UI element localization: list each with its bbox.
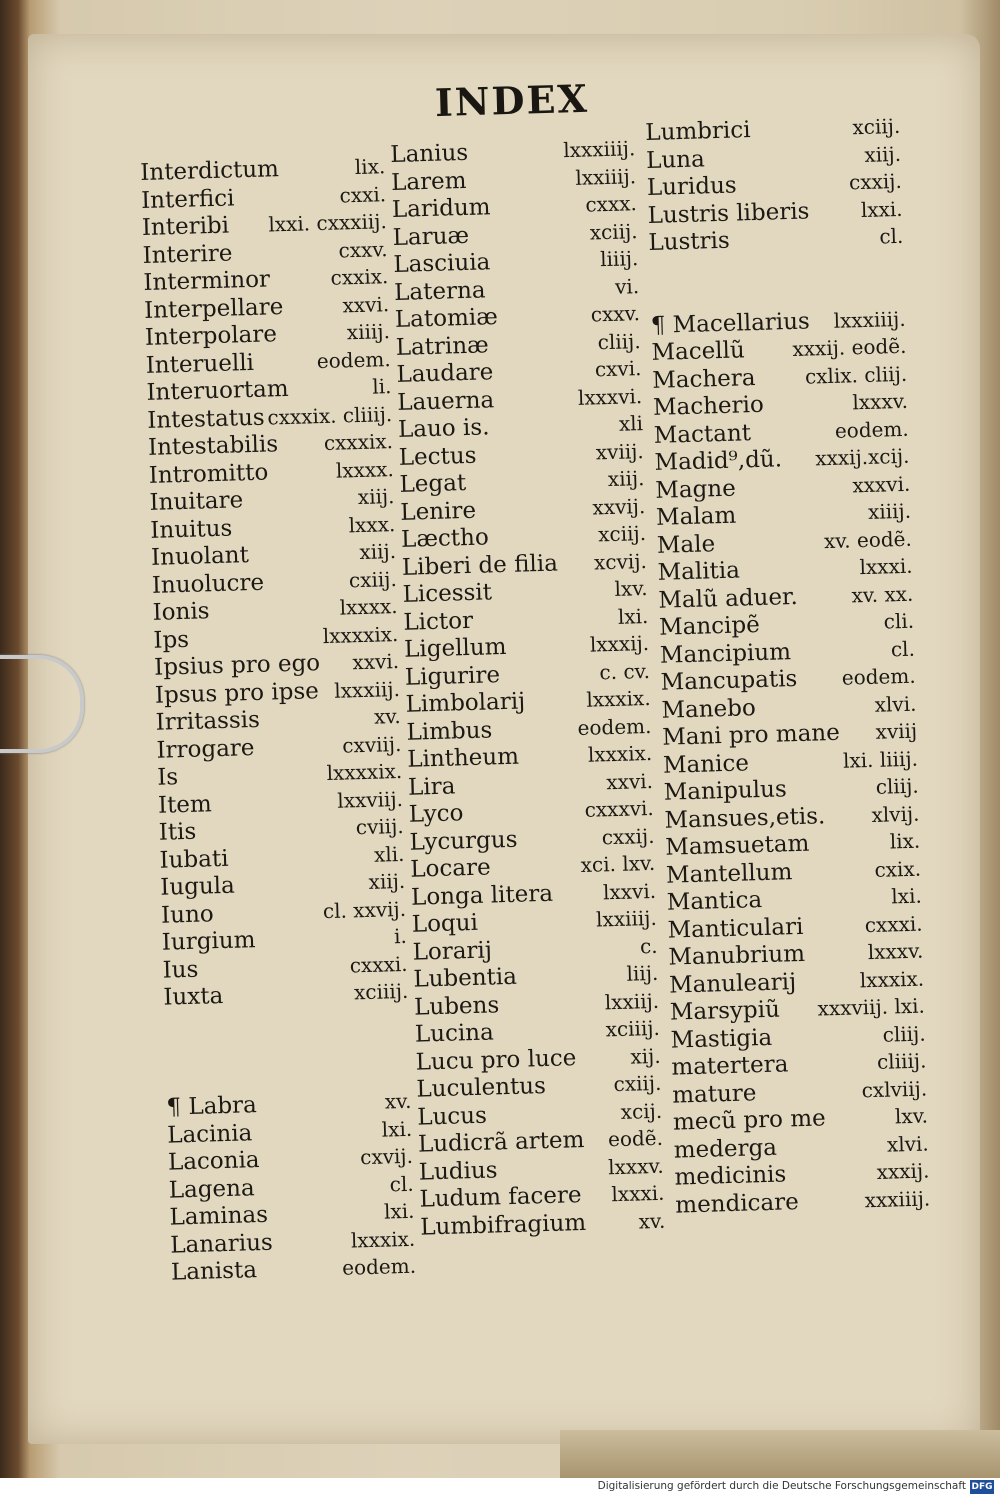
index-term: Macherio: [652, 391, 765, 421]
index-reference: cxvij.: [359, 1143, 414, 1170]
index-reference: xv.: [384, 1088, 412, 1114]
index-term: Interpellare: [143, 293, 284, 324]
index-reference: lxxxiiij.: [833, 306, 906, 333]
index-reference: lxxiij.: [604, 988, 660, 1014]
index-reference: xxvi.: [605, 768, 654, 794]
index-reference: lxv.: [894, 1103, 929, 1129]
index-reference: cxxxi.: [349, 951, 408, 977]
index-term: Lacinia: [166, 1119, 253, 1149]
index-term: Inuolant: [150, 542, 250, 571]
index-term: Interdictum: [140, 156, 280, 186]
index-reference: xxxij. eodẽ.: [792, 333, 907, 361]
index-term: Interfici: [140, 184, 235, 214]
index-term: Mancipium: [659, 638, 792, 669]
index-term: Limbolarij: [405, 688, 526, 718]
index-reference: lxi.: [383, 1198, 415, 1224]
index-reference: cxxix.: [330, 264, 389, 290]
index-term: Iubati: [159, 845, 229, 874]
index-reference: lxxxv.: [852, 388, 909, 415]
index-term: Lectus: [398, 442, 477, 471]
index-reference: cxxx.: [585, 191, 638, 217]
index-term: Limbus: [406, 716, 493, 746]
index-reference: c.: [639, 933, 658, 958]
index-term: Iuxta: [163, 983, 224, 1011]
index-term: Laridum: [391, 194, 491, 223]
index-term: Manulearij: [668, 968, 797, 999]
index-term: Is: [156, 764, 179, 791]
index-column-3: [645, 113, 931, 1220]
index-term: Intestabilis: [147, 431, 279, 461]
footer-credit: Digitalisierung gefördert durch die Deutsche Forschungsgemeinschaft: [597, 1480, 966, 1492]
index-reference: xiij.: [607, 466, 645, 492]
index-term: Male: [656, 530, 716, 559]
index-term: mendicare: [674, 1188, 800, 1219]
index-reference: cl. xxvij.: [322, 896, 407, 923]
index-term: Itis: [158, 818, 197, 846]
index-reference: xli: [618, 411, 644, 436]
index-reference: cli.: [883, 608, 915, 634]
index-term: Luna: [645, 145, 706, 174]
index-term: Lumbrici: [645, 117, 751, 146]
index-term: Lustris liberis: [647, 197, 810, 229]
index-reference: xiij.: [359, 539, 397, 565]
index-reference: eodem.: [341, 1253, 417, 1280]
index-term: Ligellum: [403, 633, 507, 663]
index-reference: xci. lxv.: [580, 850, 656, 877]
index-reference: lxxxv.: [607, 1153, 665, 1179]
index-term: Interire: [142, 239, 233, 269]
index-reference: i.: [393, 923, 408, 949]
index-reference: cxxxi.: [864, 911, 923, 937]
index-term: Lustris: [648, 227, 731, 256]
index-term: Lintheum: [406, 743, 520, 773]
index-reference: xviij.: [595, 438, 645, 464]
index-reference: xv. xx.: [851, 581, 914, 607]
index-reference: lxxxix.: [586, 685, 651, 712]
index-reference: liij.: [626, 960, 659, 986]
index-term: Interuelli: [145, 349, 255, 379]
index-term: Mansues,etis.: [664, 802, 826, 834]
index-term: Lumbifragium: [419, 1209, 587, 1241]
index-reference: lxxxxix.: [326, 758, 403, 786]
index-term: mecũ pro me: [672, 1105, 827, 1136]
index-reference: li.: [371, 374, 392, 399]
index-term: Interuortam: [146, 375, 289, 406]
index-term: Manice: [662, 749, 750, 779]
index-reference: cliij.: [882, 1021, 926, 1047]
index-reference: xcvij.: [593, 548, 648, 574]
index-term: Lagena: [168, 1174, 255, 1204]
index-term: Locare: [409, 854, 491, 883]
index-reference: cliij.: [875, 773, 920, 799]
index-reference: cliij.: [597, 328, 641, 354]
index-term: Macellũ: [651, 337, 746, 366]
index-term: Lucina: [414, 1019, 495, 1048]
index-term: Iugula: [159, 872, 236, 901]
index-term: matertera: [671, 1051, 789, 1081]
index-term: Lauo is.: [397, 414, 490, 443]
index-reference: lix.: [354, 154, 386, 179]
index-reference: xxxiiij.: [864, 1185, 931, 1212]
index-reference: xxxviij. lxi.: [817, 993, 926, 1021]
index-reference: xiiij.: [346, 319, 391, 345]
index-term: Mani pro mane: [661, 719, 841, 751]
index-term: Ips: [153, 626, 190, 654]
index-term: Ludius: [418, 1156, 498, 1186]
index-term: Luridus: [646, 172, 738, 201]
index-term: Lyco: [408, 800, 464, 828]
index-term: Ius: [162, 956, 199, 984]
index-term: ¶ Labra: [166, 1092, 258, 1121]
index-term: Lira: [407, 772, 456, 801]
index-reference: vi.: [614, 273, 640, 299]
index-term: Iuno: [160, 900, 214, 929]
index-term: Laruæ: [392, 222, 470, 251]
index-term: Iurgium: [161, 927, 256, 956]
index-reference: lxi.: [617, 603, 649, 629]
index-reference: xiiij.: [867, 498, 912, 524]
index-reference: cxxxix. cliiij.: [267, 401, 393, 430]
index-term: mederga: [673, 1134, 778, 1164]
index-term: Lasciuia: [393, 249, 491, 278]
index-term: Lycurgus: [409, 826, 518, 856]
index-reference: lxxxix.: [350, 1226, 416, 1253]
index-reference: eodem.: [834, 416, 910, 443]
index-term: Lenire: [399, 497, 477, 526]
index-reference: cxiij.: [348, 566, 398, 592]
index-term: Inuolucre: [151, 569, 265, 599]
index-reference: lxxviij.: [337, 786, 404, 813]
index-reference: cviij.: [355, 813, 405, 840]
index-term: Lictor: [403, 607, 474, 636]
index-term: Intestatus: [146, 404, 265, 434]
index-term: Interminor: [143, 266, 271, 296]
index-reference: xv. eodẽ.: [823, 526, 913, 553]
index-term: Lubens: [413, 991, 500, 1021]
index-reference: cxxij.: [601, 823, 655, 849]
index-reference: cliiij.: [876, 1048, 927, 1074]
index-term: Manticulari: [667, 913, 804, 944]
index-term: Manipulus: [663, 776, 788, 806]
index-term: Ionis: [152, 598, 210, 626]
index-reference: lxxxx.: [339, 593, 398, 620]
index-term: Luculentus: [416, 1073, 547, 1103]
index-term: Marsypiũ: [669, 996, 781, 1026]
index-term: Malũ aduer.: [658, 583, 799, 614]
index-term: Latrinæ: [395, 331, 490, 361]
index-reference: cxviij.: [341, 731, 402, 758]
index-reference: cxxij.: [848, 168, 903, 195]
index-term: Lauerna: [396, 386, 495, 416]
index-reference: xxvi.: [342, 291, 390, 317]
index-term: Ipsus pro ipse: [154, 677, 320, 709]
index-term: Laminas: [169, 1201, 269, 1231]
index-term: Manubrium: [668, 940, 806, 971]
index-reference: lxxxij.: [589, 630, 650, 657]
index-reference: xciiij.: [353, 978, 409, 1005]
footer-bar: [0, 1478, 1000, 1497]
index-reference: cl.: [389, 1171, 415, 1196]
index-reference: lxxi. cxxxiij.: [268, 209, 388, 237]
index-term: Mancipẽ: [658, 611, 761, 641]
index-reference: cxlix. cliij.: [804, 361, 908, 389]
index-reference: xxvij.: [592, 493, 646, 519]
index-reference: cxlviij.: [861, 1076, 928, 1102]
index-reference: xciij.: [597, 521, 647, 547]
index-column-2: [390, 135, 666, 1241]
index-term: ¶ Macellarius: [650, 307, 811, 339]
index-reference: cl.: [879, 223, 904, 249]
index-reference: lxxxi.: [611, 1180, 665, 1207]
page-edge: [560, 1430, 1000, 1478]
index-term: Lubentia: [413, 963, 518, 993]
index-heading: INDEX: [434, 75, 590, 126]
index-term: Laterna: [393, 276, 486, 306]
paper-clip: [0, 655, 84, 753]
index-reference: xij.: [630, 1043, 661, 1069]
index-reference: eodem.: [577, 713, 652, 740]
index-term: Item: [157, 790, 213, 819]
index-reference: xiij.: [864, 141, 902, 167]
index-reference: lxxxix.: [859, 966, 925, 992]
index-term: Loqui: [411, 909, 479, 938]
index-reference: lxxxiij.: [333, 676, 401, 703]
index-term: Mactant: [653, 419, 752, 449]
index-term: Mamsuetam: [664, 830, 810, 861]
index-reference: cxxv.: [590, 301, 641, 327]
index-reference: lxv.: [614, 575, 648, 601]
index-reference: liiij.: [599, 246, 639, 272]
index-reference: xiij.: [357, 484, 395, 510]
index-term: Irrogare: [156, 734, 255, 764]
index-term: Lorarij: [412, 936, 493, 966]
index-reference: lxxx.: [348, 511, 396, 537]
index-reference: lxxxiiij.: [562, 136, 636, 163]
index-reference: cxvi.: [594, 356, 642, 382]
index-reference: xviij: [875, 718, 918, 744]
index-reference: lxxiiij.: [595, 905, 658, 932]
index-term: Irritassis: [155, 706, 261, 736]
dfg-logo: DFG: [971, 1482, 993, 1492]
index-reference: eodem.: [316, 346, 391, 373]
index-term: Latomiæ: [394, 304, 499, 333]
index-term: Lucu pro luce: [415, 1044, 577, 1076]
index-term: Laconia: [167, 1147, 260, 1176]
index-reference: eodẽ.: [607, 1125, 664, 1152]
index-reference: xlvij.: [871, 801, 920, 827]
index-reference: cxxi.: [339, 181, 387, 207]
index-term: Ludum facere: [419, 1182, 582, 1213]
index-term: Interpolare: [144, 321, 278, 351]
index-term: Laudare: [396, 359, 494, 388]
index-term: Læctho: [400, 524, 490, 553]
index-reference: xcij.: [620, 1098, 663, 1124]
index-reference: lxi. liiij.: [842, 746, 919, 773]
index-reference: lxxxv.: [867, 938, 924, 965]
index-reference: c. cv.: [599, 658, 651, 684]
index-term: Longa litera: [410, 880, 554, 911]
index-reference: eodem.: [841, 663, 916, 690]
index-term: Interibi: [141, 212, 230, 241]
index-term: Lanista: [170, 1257, 258, 1286]
index-reference: xiij.: [368, 868, 406, 894]
index-term: Mancupatis: [660, 665, 798, 696]
index-reference: cxxv.: [338, 236, 388, 262]
index-reference: lxxxix.: [587, 740, 653, 767]
index-term: Ipsius pro ego: [153, 650, 321, 681]
index-term: Mantica: [666, 887, 763, 916]
index-term: Lucus: [416, 1102, 488, 1131]
index-term: Mastigia: [670, 1024, 773, 1054]
index-term: Larem: [390, 167, 467, 196]
index-reference: lxxvi.: [602, 878, 657, 904]
index-term: Madid⁹,dũ.: [654, 446, 783, 476]
index-reference: lxxxx.: [335, 456, 395, 483]
index-reference: lxi.: [891, 883, 923, 909]
index-reference: xciiij.: [605, 1015, 661, 1042]
index-term: Licessit: [402, 579, 493, 608]
index-term: Malitia: [657, 557, 741, 586]
index-column-1: [140, 153, 416, 1287]
index-reference: lxxxvi.: [577, 383, 643, 410]
index-reference: xlvi.: [886, 1130, 930, 1157]
index-term: Inuitare: [149, 487, 244, 516]
index-reference: lxxxxix.: [322, 621, 399, 648]
index-reference: xxvi.: [352, 648, 400, 675]
index-reference: lxxxi.: [859, 553, 913, 580]
index-reference: cxiij.: [613, 1070, 662, 1097]
index-reference: cxix.: [874, 856, 922, 882]
index-reference: xli.: [373, 841, 405, 867]
index-term: Inuitus: [149, 515, 233, 544]
index-reference: cxxxvi.: [584, 795, 655, 822]
index-term: Manebo: [661, 694, 757, 724]
index-reference: xxxij.xcij.: [814, 443, 910, 471]
index-term: Malam: [655, 502, 737, 531]
index-reference: lxxiiij.: [575, 163, 637, 190]
index-reference: lix.: [889, 828, 921, 854]
index-reference: xv.: [373, 703, 401, 729]
index-term: Ligurire: [404, 661, 501, 691]
index-reference: lxxi.: [860, 196, 903, 222]
index-term: Magne: [654, 475, 737, 504]
index-reference: xciij.: [589, 218, 638, 244]
index-term: Ludicrã artem: [417, 1126, 585, 1158]
index-term: Lanarius: [169, 1229, 274, 1259]
index-term: Lanius: [390, 139, 469, 168]
index-term: Machera: [651, 364, 756, 394]
index-term: Mantellum: [665, 858, 793, 889]
index-term: mature: [671, 1079, 757, 1109]
index-term: medicinis: [674, 1161, 787, 1191]
index-reference: xv.: [638, 1208, 666, 1233]
index-term: Legat: [399, 470, 467, 498]
index-term: Intromitto: [148, 459, 269, 489]
index-reference: xxxij.: [876, 1158, 930, 1184]
index-reference: cxxxix.: [323, 429, 394, 455]
index-term: Liberi de filia: [401, 549, 559, 581]
index-reference: cl.: [890, 636, 916, 661]
index-reference: xlvi.: [874, 691, 917, 717]
index-reference: xxxvi.: [852, 471, 911, 497]
index-reference: xciij.: [852, 113, 901, 140]
index-reference: lxi.: [381, 1116, 413, 1142]
